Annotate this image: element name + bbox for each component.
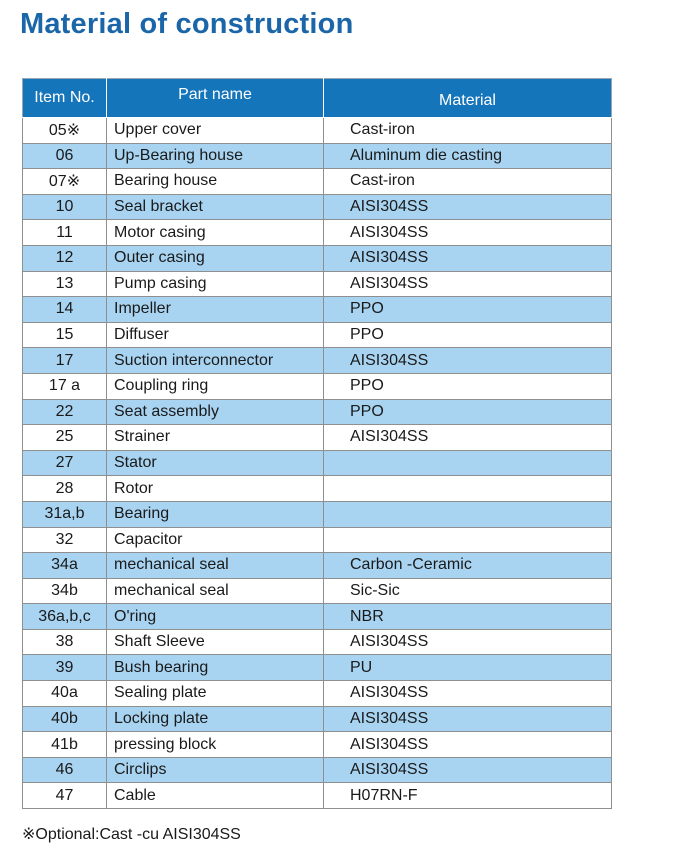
item-no-cell: 07※: [23, 169, 107, 195]
material-cell: AISI304SS: [324, 245, 612, 271]
item-no-cell: 32: [23, 527, 107, 553]
table-row: [23, 399, 612, 425]
material-cell: AISI304SS: [324, 629, 612, 655]
table-row: [23, 681, 612, 707]
material-cell: Carbon -Ceramic: [324, 553, 612, 579]
table-row: [23, 476, 612, 502]
material-cell: PU: [324, 655, 612, 681]
materials-table: [22, 78, 612, 809]
part-name-cell: Suction interconnector: [107, 348, 324, 374]
table-row: [23, 527, 612, 553]
item-no-cell: 46: [23, 757, 107, 783]
table-row: [23, 501, 612, 527]
table-row: [23, 553, 612, 579]
item-no-cell: 39: [23, 655, 107, 681]
item-no-cell: 06: [23, 143, 107, 169]
table-row: [23, 194, 612, 220]
material-cell: PPO: [324, 399, 612, 425]
table-row: [23, 655, 612, 681]
part-name-cell: mechanical seal: [107, 578, 324, 604]
table-body: [23, 118, 612, 809]
part-name-cell: Strainer: [107, 425, 324, 451]
item-no-cell: 34a: [23, 553, 107, 579]
item-no-cell: 17 a: [23, 373, 107, 399]
part-name-cell: Motor casing: [107, 220, 324, 246]
part-name-cell: pressing block: [107, 732, 324, 758]
part-name-cell: Seal bracket: [107, 194, 324, 220]
table-row: [23, 783, 612, 809]
part-name-cell: Capacitor: [107, 527, 324, 553]
part-name-cell: O'ring: [107, 604, 324, 630]
part-name-cell: Bearing: [107, 501, 324, 527]
item-no-cell: 36a,b,c: [23, 604, 107, 630]
material-cell: AISI304SS: [324, 271, 612, 297]
header-part-name: Part name: [107, 79, 324, 118]
material-cell: [324, 501, 612, 527]
header-material: Material: [324, 79, 612, 118]
part-name-cell: Up-Bearing house: [107, 143, 324, 169]
table-row: [23, 169, 612, 195]
table-row: [23, 578, 612, 604]
table-row: [23, 732, 612, 758]
part-name-cell: Bush bearing: [107, 655, 324, 681]
material-cell: Sic-Sic: [324, 578, 612, 604]
part-name-cell: mechanical seal: [107, 553, 324, 579]
part-name-cell: Cable: [107, 783, 324, 809]
part-name-cell: Impeller: [107, 297, 324, 323]
table-row: [23, 706, 612, 732]
material-cell: [324, 450, 612, 476]
table-row: [23, 348, 612, 374]
table-row: [23, 373, 612, 399]
item-no-cell: 41b: [23, 732, 107, 758]
material-cell: AISI304SS: [324, 194, 612, 220]
item-no-cell: 14: [23, 297, 107, 323]
item-no-cell: 40b: [23, 706, 107, 732]
material-cell: [324, 527, 612, 553]
part-name-cell: Shaft Sleeve: [107, 629, 324, 655]
material-cell: AISI304SS: [324, 348, 612, 374]
part-name-cell: Circlips: [107, 757, 324, 783]
footnote: ※Optional:Cast -cu AISI304SS: [22, 826, 241, 843]
item-no-cell: 27: [23, 450, 107, 476]
table-row: [23, 629, 612, 655]
page-title: Material of construction: [20, 8, 354, 40]
table-row: [23, 322, 612, 348]
table-row: [23, 143, 612, 169]
item-no-cell: 22: [23, 399, 107, 425]
item-no-cell: 31a,b: [23, 501, 107, 527]
table-row: [23, 604, 612, 630]
table-row: [23, 297, 612, 323]
item-no-cell: 38: [23, 629, 107, 655]
item-no-cell: 13: [23, 271, 107, 297]
material-cell: Cast-iron: [324, 118, 612, 144]
material-cell: NBR: [324, 604, 612, 630]
table-row: [23, 450, 612, 476]
table-row: [23, 271, 612, 297]
item-no-cell: 11: [23, 220, 107, 246]
item-no-cell: 05※: [23, 118, 107, 144]
item-no-cell: 28: [23, 476, 107, 502]
material-cell: AISI304SS: [324, 220, 612, 246]
material-cell: PPO: [324, 373, 612, 399]
part-name-cell: Seat assembly: [107, 399, 324, 425]
item-no-cell: 40a: [23, 681, 107, 707]
table-header: [23, 79, 612, 118]
material-cell: AISI304SS: [324, 732, 612, 758]
table-row: [23, 118, 612, 144]
part-name-cell: Upper cover: [107, 118, 324, 144]
table-row: [23, 757, 612, 783]
item-no-cell: 25: [23, 425, 107, 451]
item-no-cell: 47: [23, 783, 107, 809]
material-cell: PPO: [324, 322, 612, 348]
part-name-cell: Bearing house: [107, 169, 324, 195]
part-name-cell: Sealing plate: [107, 681, 324, 707]
material-cell: Cast-iron: [324, 169, 612, 195]
item-no-cell: 12: [23, 245, 107, 271]
part-name-cell: Locking plate: [107, 706, 324, 732]
material-cell: AISI304SS: [324, 681, 612, 707]
material-cell: H07RN-F: [324, 783, 612, 809]
part-name-cell: Outer casing: [107, 245, 324, 271]
part-name-cell: Coupling ring: [107, 373, 324, 399]
part-name-cell: Stator: [107, 450, 324, 476]
material-cell: Aluminum die casting: [324, 143, 612, 169]
part-name-cell: Rotor: [107, 476, 324, 502]
header-item-no: Item No.: [23, 79, 107, 118]
table-row: [23, 245, 612, 271]
material-cell: AISI304SS: [324, 757, 612, 783]
item-no-cell: 15: [23, 322, 107, 348]
material-cell: PPO: [324, 297, 612, 323]
table-row: [23, 425, 612, 451]
part-name-cell: Diffuser: [107, 322, 324, 348]
material-cell: AISI304SS: [324, 425, 612, 451]
material-cell: AISI304SS: [324, 706, 612, 732]
part-name-cell: Pump casing: [107, 271, 324, 297]
item-no-cell: 17: [23, 348, 107, 374]
item-no-cell: 34b: [23, 578, 107, 604]
material-cell: [324, 476, 612, 502]
item-no-cell: 10: [23, 194, 107, 220]
table-row: [23, 220, 612, 246]
